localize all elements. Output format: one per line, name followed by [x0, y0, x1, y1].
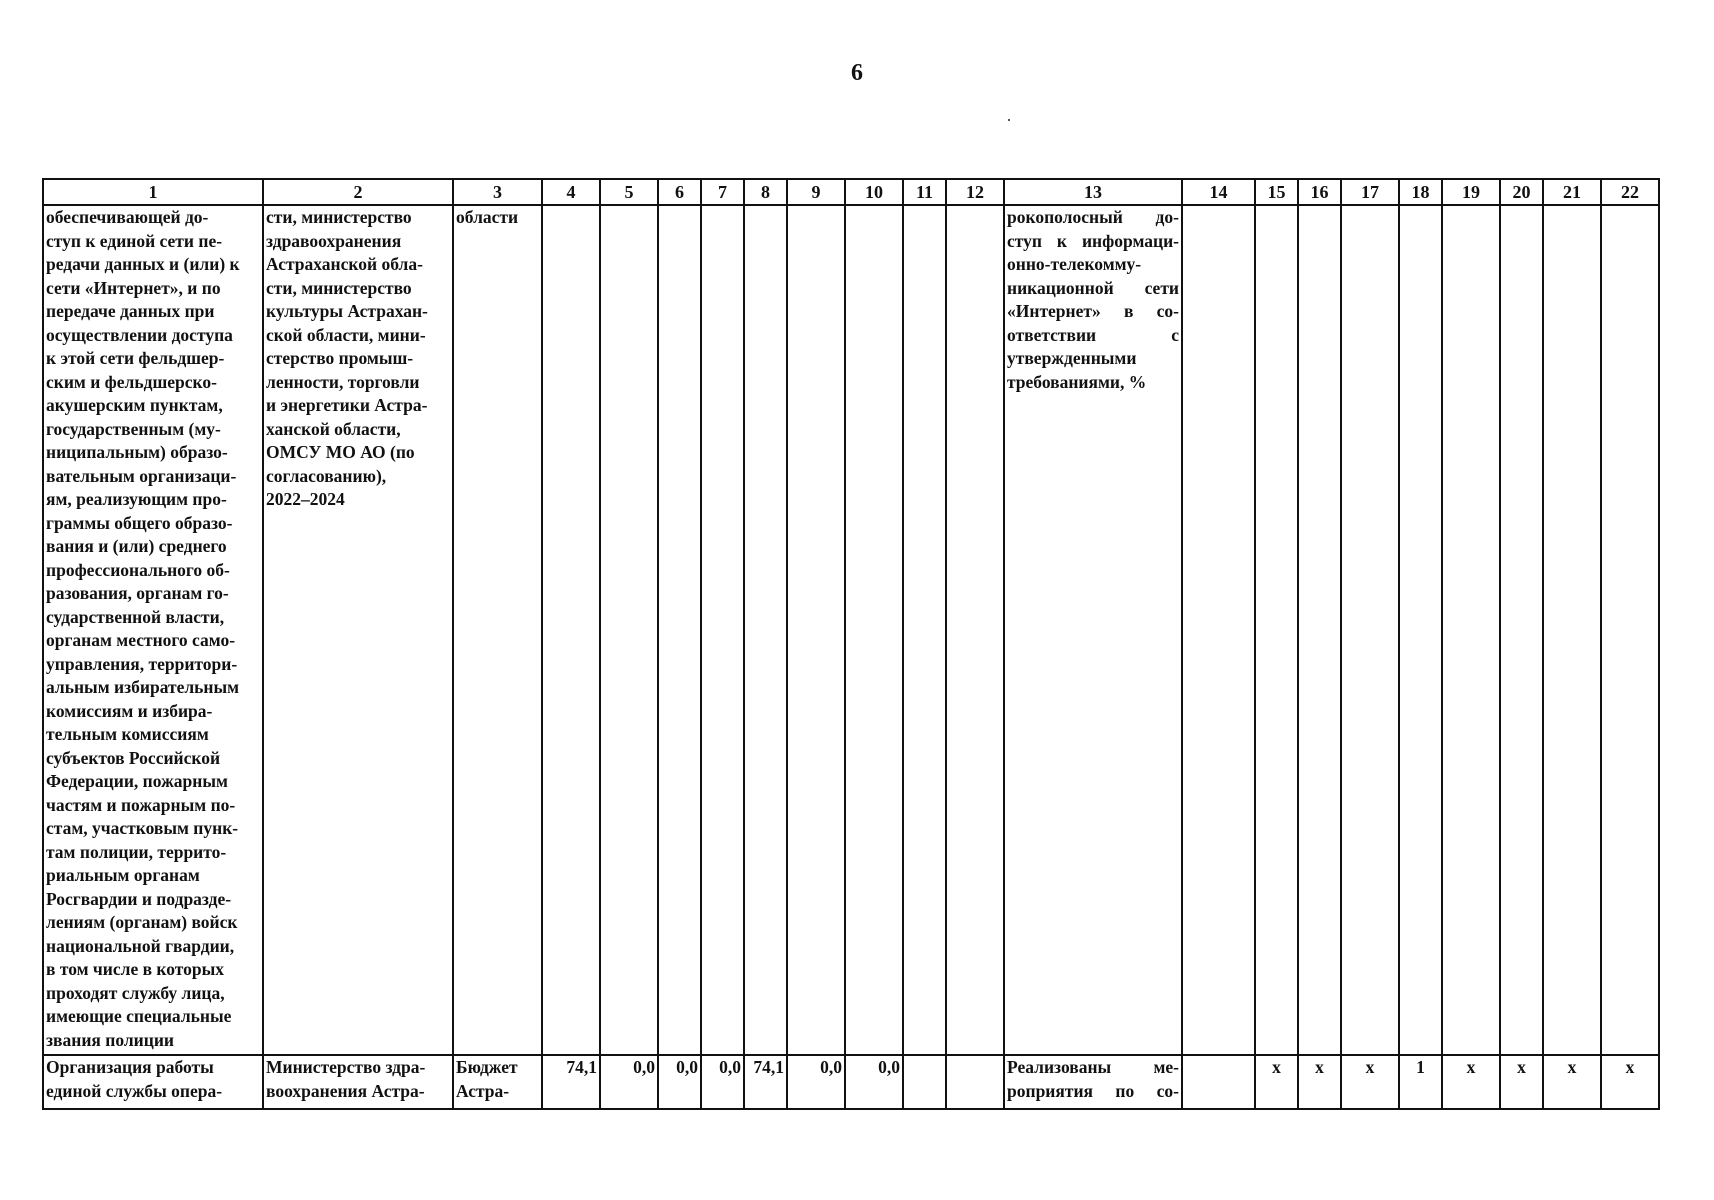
table-cell [1182, 205, 1255, 1055]
funding-source-text: Бюджет Астра- [456, 1057, 518, 1101]
column-header: 13 [1004, 179, 1182, 205]
amount-cell: 74,1 [744, 1055, 787, 1109]
table-cell [946, 205, 1004, 1055]
table-cell [542, 205, 600, 1055]
table-cell [701, 205, 744, 1055]
table-cell [658, 205, 701, 1055]
plan-table [42, 178, 1660, 1110]
column-header: 20 [1500, 179, 1543, 205]
activity-description-cell [43, 1055, 263, 1109]
activity-description-text: Организация работы единой службы опера- [46, 1057, 223, 1101]
table-cell [1500, 205, 1543, 1055]
indicator-text [1007, 206, 1179, 394]
indicator-cell [1004, 205, 1182, 1055]
indicator-line: онно-телекомму- [1007, 254, 1142, 274]
responsible-executor-cell [263, 1055, 453, 1109]
table-cell [787, 205, 845, 1055]
mark-cell: х [1500, 1055, 1543, 1109]
responsible-executor-cell [263, 205, 453, 1055]
table-cell [903, 1055, 946, 1109]
indicator-line: «Интернет» в со- [1007, 301, 1179, 321]
column-header: 17 [1341, 179, 1399, 205]
table-cell [1298, 205, 1341, 1055]
column-header: 3 [453, 179, 542, 205]
column-header: 9 [787, 179, 845, 205]
table-row [43, 205, 1659, 1055]
column-header: 18 [1399, 179, 1442, 205]
column-header: 8 [744, 179, 787, 205]
mark-cell: х [1543, 1055, 1601, 1109]
column-header: 21 [1543, 179, 1601, 205]
mark-cell: х [1601, 1055, 1659, 1109]
table-cell [1255, 205, 1298, 1055]
column-header: 2 [263, 179, 453, 205]
table-cell [1399, 205, 1442, 1055]
responsible-executor-text: Министерство здра- воохранения Астра- [266, 1057, 426, 1101]
column-header: 11 [903, 179, 946, 205]
amount-cell: 74,1 [542, 1055, 600, 1109]
column-header: 7 [701, 179, 744, 205]
mark-cell: х [1255, 1055, 1298, 1109]
table-cell [1442, 205, 1500, 1055]
column-header: 16 [1298, 179, 1341, 205]
indicator-text [1007, 1056, 1179, 1103]
table-cell [1182, 1055, 1255, 1109]
indicator-line: требованиями, % [1007, 371, 1147, 392]
table-cell [1601, 205, 1659, 1055]
table-cell [1543, 205, 1601, 1055]
indicator-line: никационной сети [1007, 277, 1179, 298]
page-number: 6 [851, 60, 863, 86]
column-header: 10 [845, 179, 903, 205]
amount-cell: 0,0 [845, 1055, 903, 1109]
mark-cell: 1 [1399, 1055, 1442, 1109]
indicator-line: ступ к информаци- [1007, 230, 1179, 251]
column-header: 4 [542, 179, 600, 205]
scan-speck [1008, 119, 1010, 121]
funding-source-text: области [456, 207, 519, 227]
funding-source-cell [453, 1055, 542, 1109]
indicator-line: роприятия по со- [1007, 1080, 1179, 1101]
column-header: 6 [658, 179, 701, 205]
column-header: 14 [1182, 179, 1255, 205]
column-header: 1 [43, 179, 263, 205]
column-header: 15 [1255, 179, 1298, 205]
activity-description-cell [43, 205, 263, 1055]
amount-cell: 0,0 [701, 1055, 744, 1109]
table-cell [744, 205, 787, 1055]
amount-cell: 0,0 [787, 1055, 845, 1109]
table-cell [845, 205, 903, 1055]
amount-cell: 0,0 [658, 1055, 701, 1109]
activity-description-text: обеспечивающей до- ступ к единой сети пе- редачи данных и (или) к сети «Интернет», и по передаче данных при осуществлении доступа к этой сети фельдшер- ским и фельдшерско- акушерским пунктам, государственным (му- ниципальным) образо- вательным организаци- ям, реализующим про- граммы общего образо- вания и (или) среднего профессионального об- разования, органам го- сударственной власти, органам местного само- управления, территори- альным избирательным комиссиям и избира- тельным комиссиям субъектов Российской Федерации, пожарным частям и пожарным по- стам, участковым пунк- там полиции, террито- риальным органам Росгвардии и подразде- лениям (органам) войск национальной гвардии, в том числе в которых проходят службу лица, имеющие специальные звания полиции [46, 207, 240, 1050]
column-header: 22 [1601, 179, 1659, 205]
table-cell [1341, 205, 1399, 1055]
indicator-cell [1004, 1055, 1182, 1109]
table-cell [600, 205, 658, 1055]
funding-source-cell [453, 205, 542, 1055]
indicator-line: Реализованы ме- [1007, 1057, 1179, 1077]
responsible-executor-text: сти, министерство здравоохранения Астраханской обла- сти, министерство культуры Астрахан- ской области, мини- стерство промыш- ленности, торговли и энергетики Астра- ханской области, ОМСУ МО АО (по согласованию), 2022–2024 [266, 207, 428, 509]
amount-cell: 0,0 [600, 1055, 658, 1109]
indicator-line: рокополосный до- [1007, 207, 1179, 227]
column-header: 5 [600, 179, 658, 205]
table-row [43, 1055, 1659, 1109]
mark-cell: х [1298, 1055, 1341, 1109]
indicator-line: ответствии с [1007, 324, 1179, 345]
mark-cell: х [1341, 1055, 1399, 1109]
table-cell [903, 205, 946, 1055]
header-row [43, 179, 1659, 205]
table-cell [946, 1055, 1004, 1109]
column-header: 19 [1442, 179, 1500, 205]
indicator-line: утвержденными [1007, 348, 1137, 368]
column-header: 12 [946, 179, 1004, 205]
mark-cell: х [1442, 1055, 1500, 1109]
